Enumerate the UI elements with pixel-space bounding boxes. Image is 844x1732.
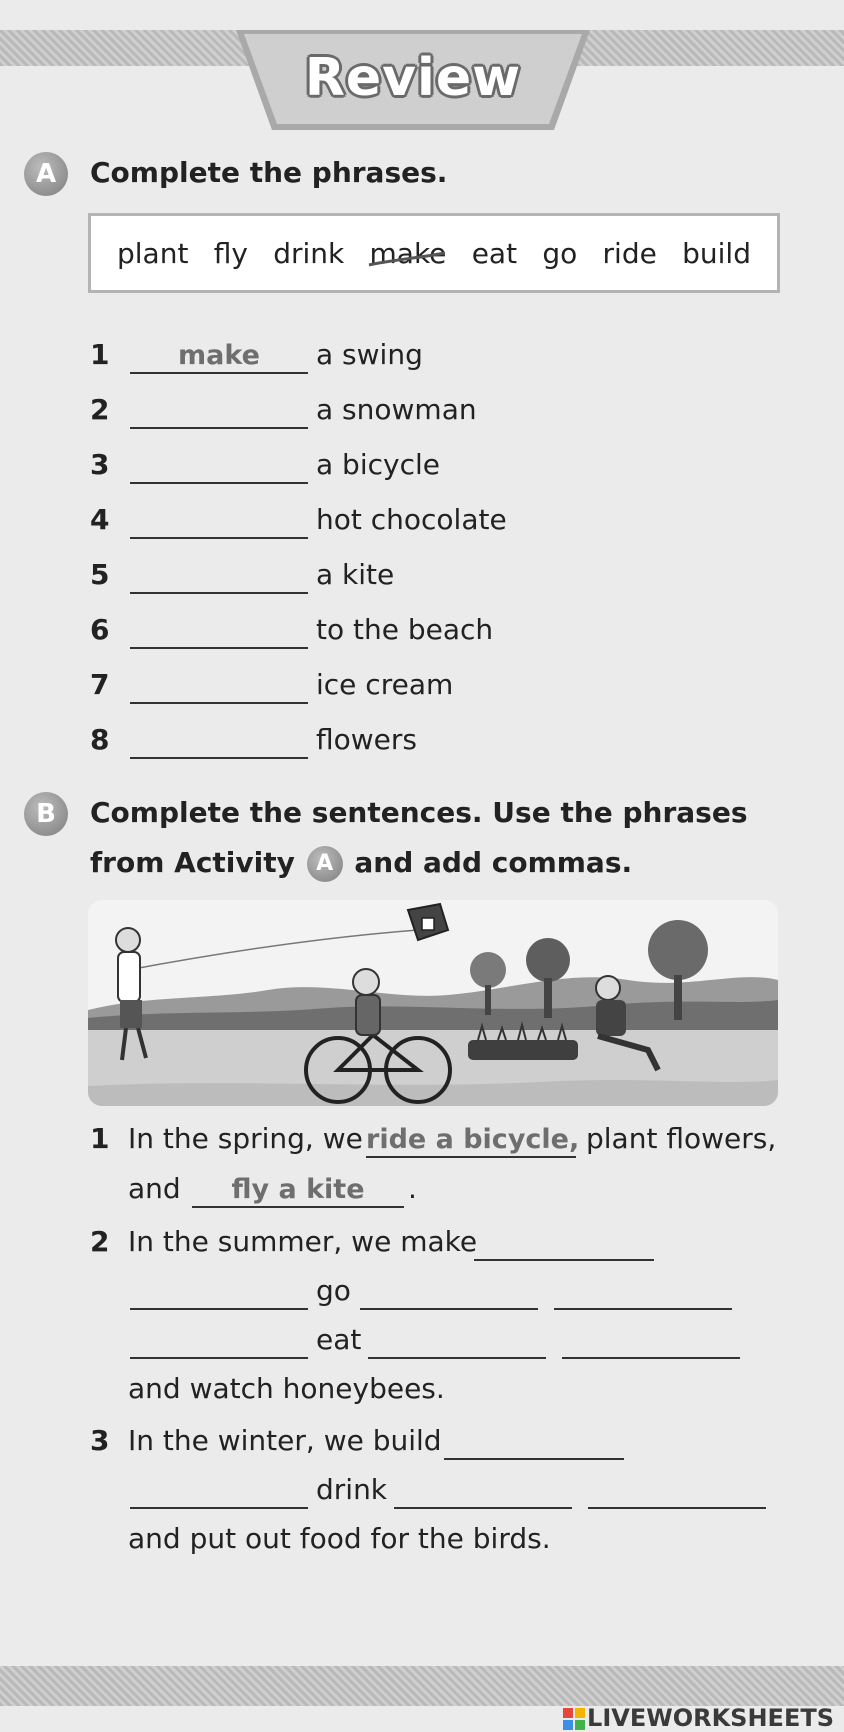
item-number: 2 xyxy=(90,1225,110,1258)
sentence-text: In the winter, we build xyxy=(128,1424,442,1457)
sentence-text: drink xyxy=(316,1473,388,1506)
item-number: 4 xyxy=(90,503,110,536)
sentence-text: eat xyxy=(316,1323,362,1356)
activity-a-badge: A xyxy=(307,846,343,882)
phrase-text: flowers xyxy=(316,723,417,756)
phrase-text: a kite xyxy=(316,558,395,591)
sentence-2-line-4 xyxy=(90,1372,790,1412)
page-title: Review xyxy=(304,48,522,108)
liveworksheets-logo-icon xyxy=(563,1708,585,1730)
illustration xyxy=(88,900,778,1106)
answer-blank[interactable] xyxy=(474,1225,654,1261)
answer-blank[interactable] xyxy=(360,1274,538,1310)
sentence-3-line-3 xyxy=(90,1522,790,1562)
phrase-text: a bicycle xyxy=(316,448,440,481)
item-number: 6 xyxy=(90,613,110,646)
answer-blank[interactable] xyxy=(130,613,308,649)
sentence-1-line-2 xyxy=(90,1172,790,1212)
item-number: 7 xyxy=(90,668,110,701)
item-number: 3 xyxy=(90,1424,110,1457)
section-b-heading-line2 xyxy=(90,846,632,882)
answer-blank[interactable] xyxy=(130,1473,308,1509)
answer-blank[interactable] xyxy=(130,448,308,484)
sentence-text: and xyxy=(128,1172,181,1205)
answer-blank[interactable] xyxy=(444,1424,624,1460)
answer-blank[interactable] xyxy=(130,393,308,429)
answer-blank[interactable] xyxy=(394,1473,572,1509)
answer-blank[interactable] xyxy=(130,503,308,539)
word-bank-item: drink xyxy=(273,236,345,270)
answer-blank[interactable] xyxy=(130,1323,308,1359)
section-a-heading: Complete the phrases. xyxy=(90,156,448,189)
sentence-2-line-1 xyxy=(90,1225,790,1265)
footer-brand-text: LIVEWORKSHEETS xyxy=(587,1704,834,1732)
answer-blank[interactable] xyxy=(130,668,308,704)
phrase-text: a swing xyxy=(316,338,423,371)
sentence-3-line-1 xyxy=(90,1424,790,1464)
item-number: 1 xyxy=(90,338,110,371)
answer-blank[interactable] xyxy=(588,1473,766,1509)
section-a-badge: A xyxy=(24,152,68,196)
sentence-text: go xyxy=(316,1274,351,1307)
answer-blank[interactable] xyxy=(130,558,308,594)
word-bank-item: fly xyxy=(213,236,248,270)
sentence-1-line-1 xyxy=(90,1122,790,1162)
word-bank-item-crossed xyxy=(370,237,447,270)
item-number: 5 xyxy=(90,558,110,591)
item-number: 8 xyxy=(90,723,110,756)
phrase-text: hot chocolate xyxy=(316,503,507,536)
park-scene-illustration xyxy=(88,900,778,1106)
sentence-text: In the spring, we xyxy=(128,1122,363,1155)
sentence-3-line-2 xyxy=(90,1473,790,1513)
answer-blank[interactable] xyxy=(130,723,308,759)
word-bank-item: go xyxy=(542,236,578,270)
item-number: 3 xyxy=(90,448,110,481)
footer-brand[interactable] xyxy=(563,1704,834,1732)
sentence-text: and watch honeybees. xyxy=(128,1372,445,1405)
item-number: 2 xyxy=(90,393,110,426)
sentence-2-line-3 xyxy=(90,1323,790,1363)
heading-text: and add commas. xyxy=(354,846,633,879)
answer-blank[interactable] xyxy=(554,1274,732,1310)
bottom-band xyxy=(0,1666,844,1706)
heading-text: from Activity xyxy=(90,846,295,879)
word-bank xyxy=(88,213,780,293)
sentence-text: . xyxy=(408,1172,417,1205)
answer-blank[interactable] xyxy=(130,1274,308,1310)
word-bank-item: eat xyxy=(471,236,518,270)
sentence-2-line-2 xyxy=(90,1274,790,1314)
word-bank-item: plant xyxy=(117,236,189,270)
sentence-text: and put out food for the birds. xyxy=(128,1522,551,1555)
phrase-text: a snowman xyxy=(316,393,477,426)
answer-blank[interactable] xyxy=(368,1323,546,1359)
sentence-text: plant flowers, xyxy=(586,1122,777,1155)
answer-text: fly a kite xyxy=(231,1174,365,1205)
answer-text: ride a bicycle, xyxy=(366,1124,580,1155)
word-bank-item-label: make xyxy=(369,236,447,270)
section-b-heading-line1: Complete the sentences. Use the phrases xyxy=(90,796,748,829)
phrase-text: to the beach xyxy=(316,613,494,646)
answer-blank[interactable] xyxy=(562,1323,740,1359)
phrase-text: ice cream xyxy=(316,668,454,701)
answer-text: make xyxy=(178,340,260,371)
item-number: 1 xyxy=(90,1122,110,1155)
word-bank-item: build xyxy=(682,236,751,270)
section-b-badge: B xyxy=(24,792,68,836)
word-bank-item: ride xyxy=(602,236,657,270)
sentence-text: In the summer, we make xyxy=(128,1225,478,1258)
